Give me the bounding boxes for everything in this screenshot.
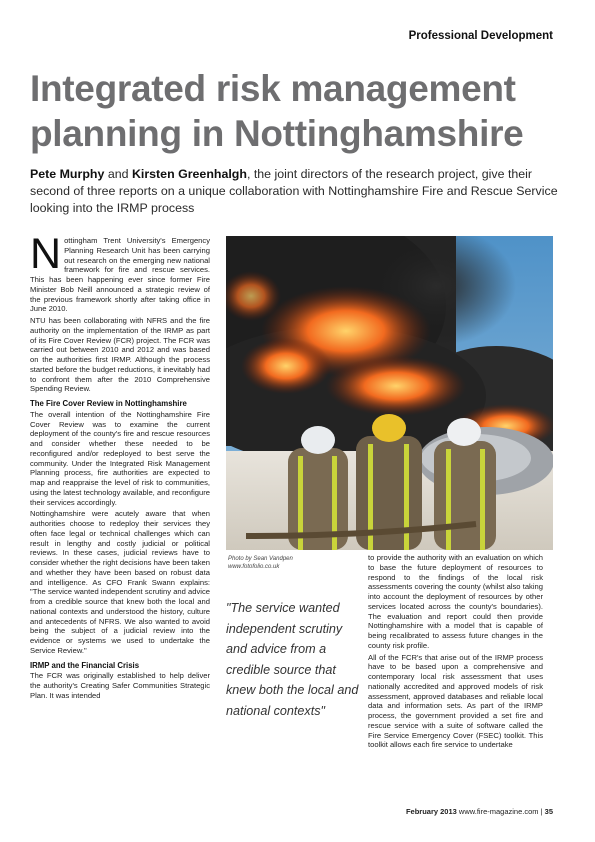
subheading: The Fire Cover Review in Nottinghamshire (30, 399, 187, 408)
standfirst-and: and (107, 167, 129, 181)
body-column-3 (368, 553, 543, 806)
footer-separator: | (540, 807, 543, 816)
body-paragraph: Nottinghamshire were acutely aware that when authorities choose to redeploy their services they often face legal or technical challenges which can result in lengthy and costly judicial or political reviews. In these cases, judicial reviews have to consider whether the right decisions have been taken and whether they have been based on robust data and intelligence. As CFO Frank Swann explains: "The service wanted independent scrutiny and advice from a credible source that knew both the local and national contexts and understood the history, culture and antecedents of NFRS. We also wanted to avoid being the subject of a judicial review into the evidence or systems we used to undertake the Service Review." (30, 509, 210, 655)
standfirst-text: , the joint directors of the research project, give their second of three reports on a unique collaboration with Nottinghamshire Fire and Rescue Service looking into the IRMP process (30, 167, 558, 216)
subheading: IRMP and the Financial Crisis (30, 660, 140, 670)
body-paragraph: Nottingham Trent University's Emergency Planning Research Unit has been carrying out research on the emerging new national framework for fire and rescue services. This has been happening ever since former Fire Minister Bob Neill announced a strategic review of the previous framework shortly after taking office in June 2010. (30, 236, 210, 314)
section-label: Professional Development (408, 30, 553, 42)
body-paragraph: All of the FCR's that arise out of the IRMP process have to be based upon a comprehensive and contemporary local risk assessment that uses nationally accredited and approved models of risk assessment, approved databases and reliable local data and information sets. As part of the IRMP process, the government provided a set fire and rescue service with a suite of software called the Fire Service Emergency Cover (FSEC) toolkit. This toolkit allows each fire service to undertake (368, 652, 543, 750)
photo-credit: Photo by Sean Vandpen www.fotofolio.co.uk (228, 556, 293, 570)
standfirst (30, 166, 565, 218)
author-1: Pete Murphy (30, 167, 105, 181)
body-paragraph: The overall intention of the Nottinghamshire Fire Cover Review was to examine the current deployment of the county's fire and rescue resources and consider whether these needed to be reconfigured and/or redeployed to best serve the community. Under the Integrated Risk Management Planning process, fire authorities are expected to map and reappraise the level of risk to communities, using the latest technology available, and reconfigure their services accordingly. (30, 409, 210, 507)
body-paragraph: The FCR was originally established to help deliver the authority's Creating Safer Communities Strategic Plan. It was intended (30, 671, 210, 700)
issue-date: February 2013 (405, 807, 457, 816)
author-2: Kirsten Greenhalgh (131, 167, 247, 181)
article-title: Integrated risk management planning in Nottinghamshire (30, 68, 524, 154)
pull-quote: "The service wanted independent scrutiny and advice from a credible source that knew both the local and national contexts" (226, 601, 359, 718)
page-footer (406, 807, 553, 816)
body-paragraph: to provide the authority with an evaluation on which to base the future deployment of resources to respond to the findings of the local risk assessments covering the county (whilst also taking into account the deployment of resources by other services located across the county's boundaries). The evaluation and report could then provide Nottinghamshire with a model that is capable of being recalibrated to assess future changes in the county risk profile. (368, 553, 543, 650)
body-paragraph: NTU has been collaborating with NFRS and the fire authority on the implementation of the IRMP as part of its Fire Cover Review (FCR) project. The FCR was carried out between 2010 and 2012 and was based on the authorities first IRMP. Although the process started before the budget reductions, it inevitably had to confront them after the 2010 Comprehensive Spending Review. (30, 316, 210, 394)
drop-cap: N (30, 236, 62, 278)
firefighters-photo (226, 236, 553, 550)
page-number: 35 (544, 807, 553, 816)
body-column-1 (30, 236, 210, 806)
magazine-url[interactable]: www.fire-magazine.com (458, 807, 539, 816)
